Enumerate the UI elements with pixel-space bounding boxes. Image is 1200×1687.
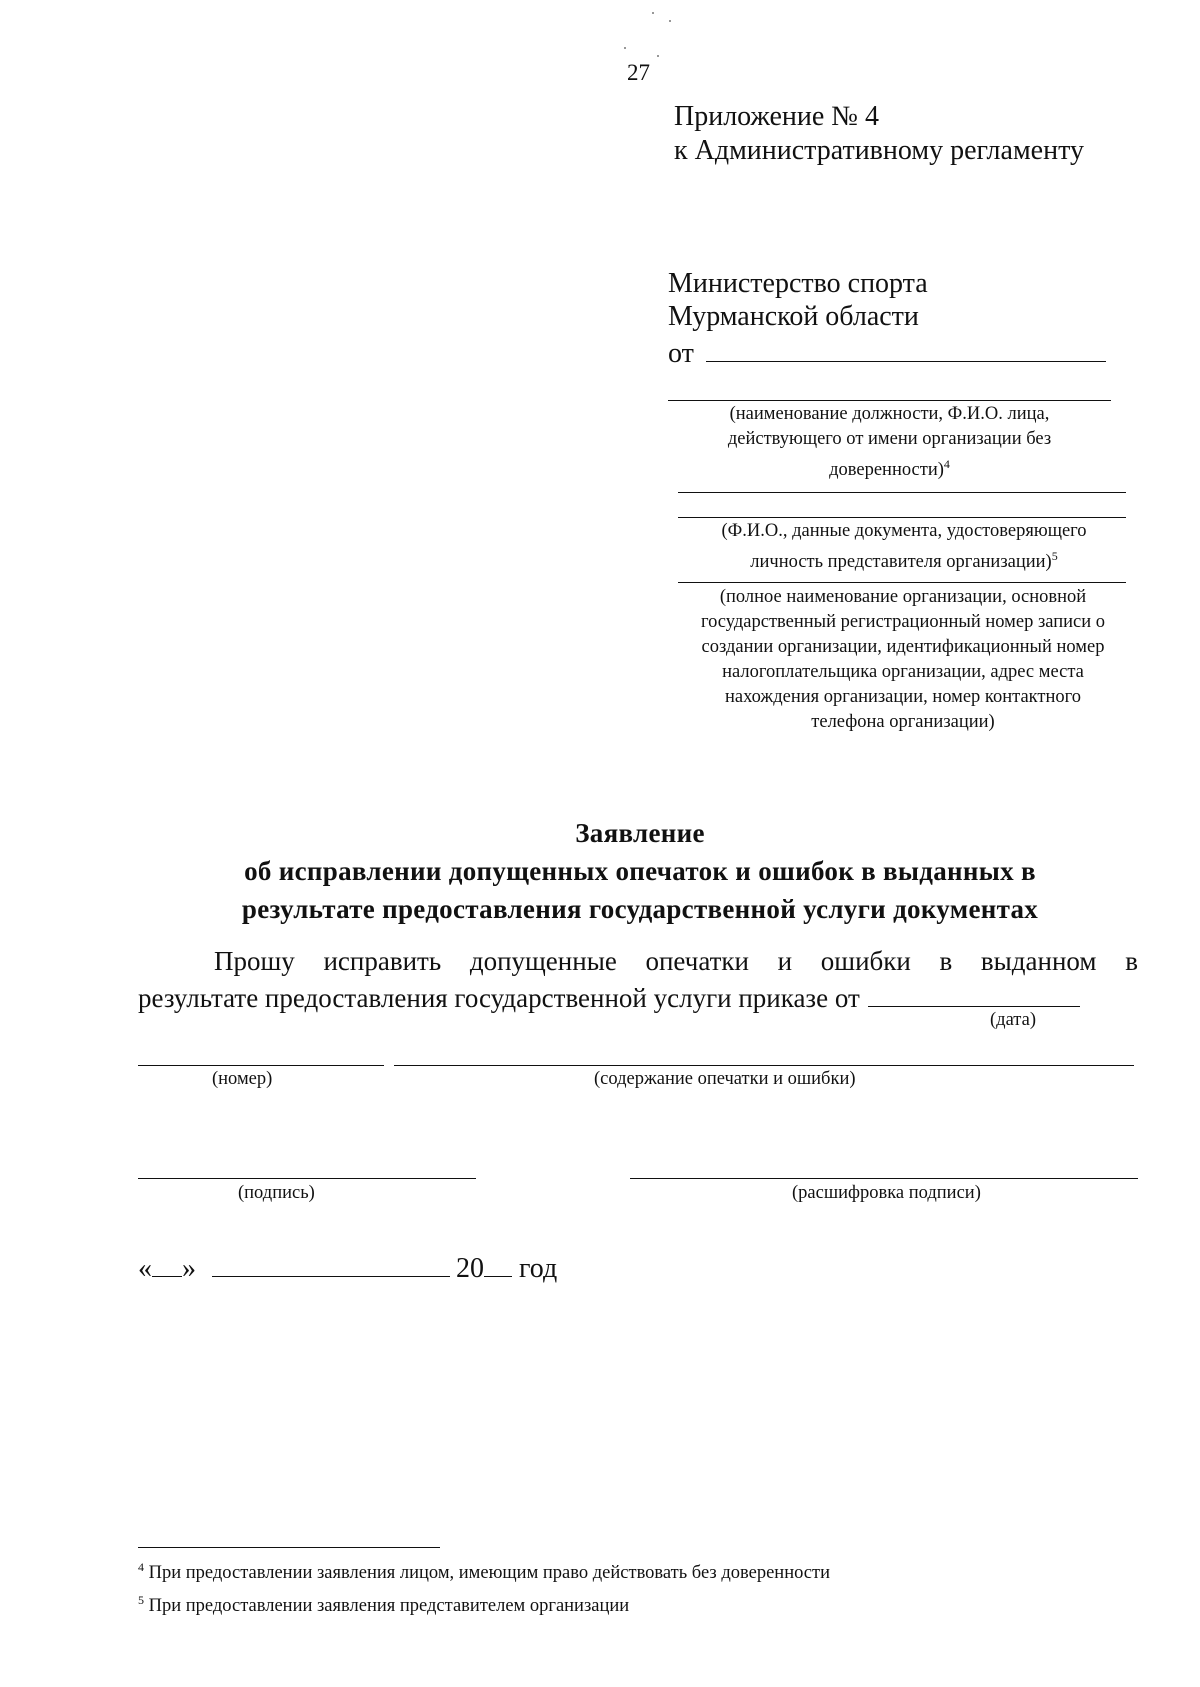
- from-field: [668, 338, 1106, 370]
- appendix-number: Приложение № 4: [674, 101, 879, 132]
- day-blank: [152, 1256, 182, 1277]
- footnote-5: $^5$ При предоставлении заявления представителем организации: [138, 1593, 630, 1617]
- footnote-4: $^4$ При предоставлении заявления лицом, имеющим право действовать без доверенности: [138, 1560, 830, 1584]
- blank-line-official: [668, 400, 1111, 401]
- blank-line-content: [394, 1065, 1134, 1066]
- addressee-line-1: Министерство спорта: [668, 268, 928, 299]
- blank-line-number: [138, 1065, 384, 1066]
- from-blank-line: [706, 339, 1106, 362]
- footnote-separator: [138, 1547, 440, 1548]
- blank-line-organization: [678, 582, 1126, 583]
- blank-line-signature: [138, 1178, 476, 1179]
- label-number: (номер): [212, 1069, 273, 1089]
- page-number: 27: [627, 60, 650, 85]
- month-blank: [212, 1256, 450, 1277]
- appendix-reference: к Административному регламенту: [674, 135, 1084, 166]
- title-line-3: результате предоставления государственной услуги документах: [241, 894, 1039, 924]
- title-line-1: Заявление: [575, 818, 705, 848]
- paragraph-line-2: результате предоставления государственной услуги приказе от: [138, 980, 1138, 1017]
- caption-organization: (полное наименование организации, основной государственный регистрационный номер записи о создании организации, идентификационный номер налогоплательщика организации, адрес места нахождения организации, номер контактного телефона организации): [700, 587, 1106, 732]
- request-paragraph: [138, 943, 1138, 1017]
- blank-line-representative-2: [678, 517, 1126, 518]
- year-blank: [484, 1256, 512, 1277]
- scan-speck: [657, 55, 659, 57]
- footnotes: [138, 1554, 830, 1620]
- addressee-block: [668, 267, 928, 333]
- title-line-2: об исправлении допущенных опечаток и ошибок в выданных в: [244, 856, 1036, 886]
- document-title: [160, 814, 1120, 928]
- label-signature-decoding: (расшифровка подписи): [792, 1183, 981, 1203]
- scan-speck: [624, 47, 626, 49]
- label-signature: (подпись): [238, 1183, 315, 1203]
- appendix-header: [674, 100, 1084, 168]
- caption-official: (наименование должности, Ф.И.О. лица, действующего от имени организации без доверенности)$^4$: [727, 404, 1052, 481]
- label-date: (дата): [990, 1010, 1036, 1030]
- signing-date: « » 20 год: [138, 1253, 558, 1284]
- date-blank-line: [868, 984, 1080, 1007]
- from-label: от: [668, 338, 694, 369]
- paragraph-line-1: Прошу исправить допущенные опечатки и ошибки в выданном в: [214, 946, 1138, 976]
- blank-line-representative-1: [678, 492, 1126, 493]
- scan-speck: [669, 20, 671, 22]
- label-content: (содержание опечатки и ошибки): [594, 1069, 856, 1089]
- blank-line-signature-decoding: [630, 1178, 1138, 1179]
- addressee-line-2: Мурманской области: [668, 301, 919, 332]
- scan-speck: [652, 12, 654, 14]
- caption-representative: (Ф.И.О., данные документа, удостоверяющего личность представителя организации)$^5$: [721, 521, 1087, 573]
